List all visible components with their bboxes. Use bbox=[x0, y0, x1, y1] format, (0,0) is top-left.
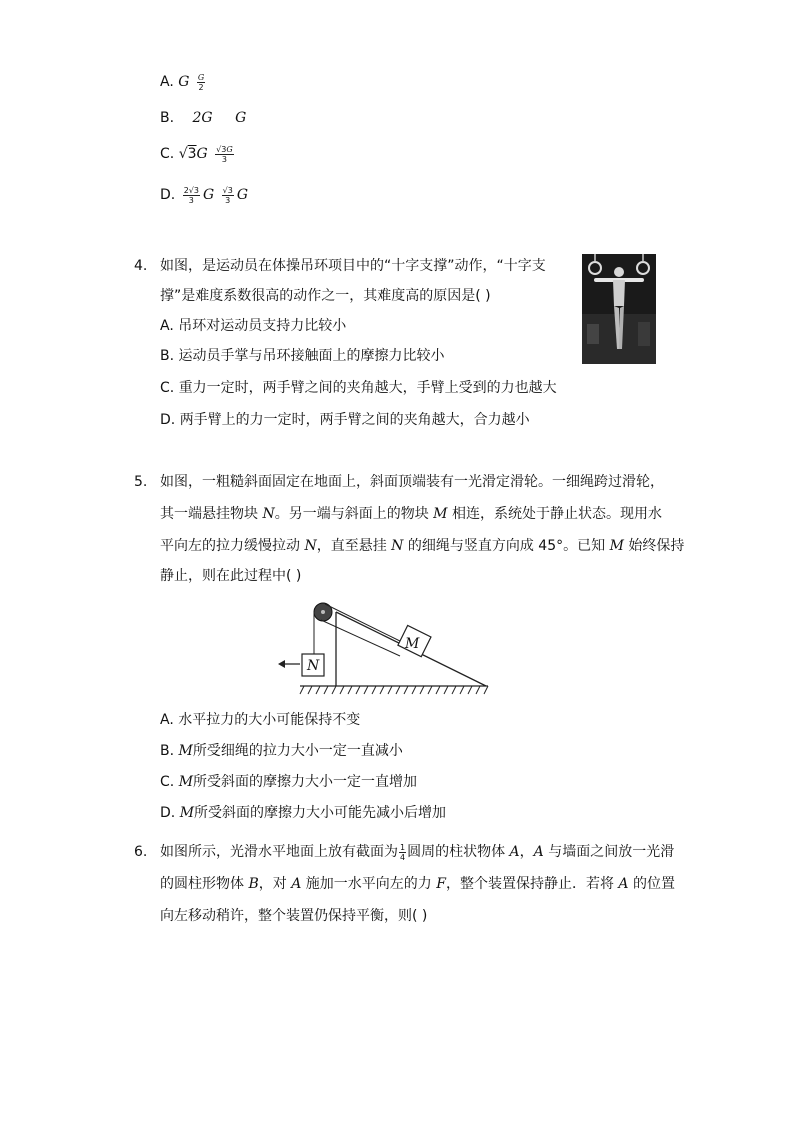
q5-option-d[interactable]: D. M所受斜面的摩擦力大小可能先减小后增加 bbox=[160, 805, 447, 821]
fraction: $\frac{√3}{3}$ bbox=[222, 185, 233, 205]
q4-option-b[interactable]: B. 运动员手掌与吊环接触面上的摩擦力比较小 bbox=[160, 348, 445, 364]
q5-line3: 平向左的拉力缓慢拉动 N，直至悬挂 N 的细绳与竖直方向成 45°。已知 M 始终保持 bbox=[160, 538, 685, 554]
q3-option-c[interactable]: C. √3G $\frac{√3G}{3}$ bbox=[160, 144, 233, 164]
gymnast-photo bbox=[582, 254, 656, 364]
q4-option-c[interactable]: C. 重力一定时，两手臂之间的夹角越大，手臂上受到的力也越大 bbox=[160, 380, 557, 396]
svg-text:N: N bbox=[307, 658, 320, 674]
q5-number: 5. bbox=[134, 474, 148, 490]
q3-option-a[interactable]: A. G $\frac{G}{2}$ bbox=[160, 72, 205, 92]
q5-option-c[interactable]: C. M所受斜面的摩擦力大小一定一直增加 bbox=[160, 774, 418, 790]
q5-line4: 静止，则在此过程中( ) bbox=[160, 568, 302, 584]
svg-text:M: M bbox=[405, 636, 420, 652]
q4-option-a[interactable]: A. 吊环对运动员支持力比较小 bbox=[160, 318, 347, 334]
q3-option-d[interactable]: D. $\frac{2√3}{3}$ G $\frac{√3}{3}$ G bbox=[160, 185, 249, 205]
q4-option-d[interactable]: D. 两手臂上的力一定时，两手臂之间的夹角越大，合力越小 bbox=[160, 412, 530, 428]
q4-stem-line1: 如图，是运动员在体操吊环项目中的“十字支撑”动作，“十字支 bbox=[160, 258, 546, 274]
q6-line3: 向左移动稍许，整个装置仍保持平衡，则( ) bbox=[160, 908, 428, 924]
q5-line1: 如图，一粗糙斜面固定在地面上，斜面顶端装有一光滑定滑轮。一细绳跨过滑轮， bbox=[160, 474, 664, 490]
q4-number: 4. bbox=[134, 258, 148, 274]
fraction: $\frac{1}{4}$ bbox=[400, 842, 406, 862]
q6-line1: 如图所示，光滑水平地面上放有截面为 $\frac{1}{4}$ 圆周的柱状物体 A，A 与墙面之间放一光滑 bbox=[160, 842, 675, 862]
incline-pulley-diagram bbox=[276, 598, 496, 703]
q4-stem-line2: 撑”是难度系数很高的动作之一，其难度高的原因是( ) bbox=[160, 288, 491, 304]
fraction: $\frac{G}{2}$ bbox=[197, 72, 205, 92]
q5-option-b[interactable]: B. M所受细绳的拉力大小一定一直减小 bbox=[160, 743, 403, 759]
q5-line2: 其一端悬挂物块 N。另一端与斜面上的物块 M 相连，系统处于静止状态。现用水 bbox=[160, 506, 662, 522]
q3-option-b[interactable]: B. 2G G bbox=[160, 110, 247, 126]
fraction: $\frac{2√3}{3}$ bbox=[183, 185, 199, 205]
q6-line2: 的圆柱形物体 B，对 A 施加一水平向左的力 F，整个装置保持静止．若将 A 的位置 bbox=[160, 876, 675, 892]
fraction: $\frac{√3G}{3}$ bbox=[216, 144, 233, 164]
q6-number: 6. bbox=[134, 844, 148, 860]
q5-option-a[interactable]: A. 水平拉力的大小可能保持不变 bbox=[160, 712, 361, 728]
